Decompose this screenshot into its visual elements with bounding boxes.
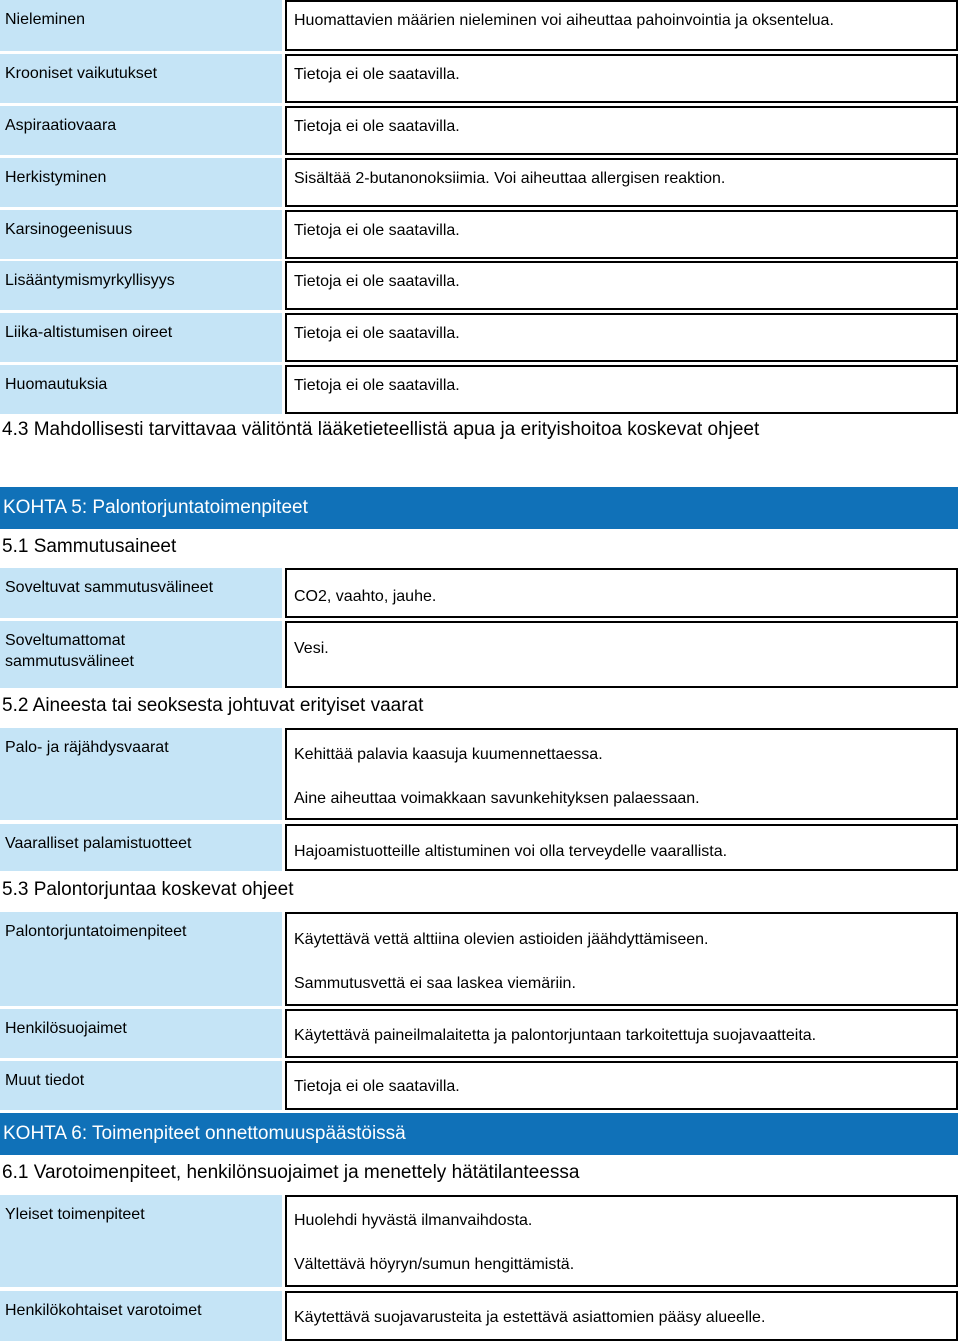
row-label: Palontorjuntatoimenpiteet xyxy=(0,912,282,1006)
value-line: Sammutusvettä ei saa laskea viemäriin. xyxy=(294,975,576,992)
row-label: Krooniset vaikutukset xyxy=(0,54,282,103)
row-label: Henkilökohtaiset varotoimet xyxy=(0,1291,282,1341)
table-row xyxy=(0,313,960,362)
heading-5-3: 5.3 Palontorjuntaa koskevat ohjeet xyxy=(2,879,294,900)
table-row xyxy=(0,54,960,103)
table-row xyxy=(0,158,960,207)
row-label: Nieleminen xyxy=(0,0,282,51)
row-value: CO2, vaahto, jauhe. xyxy=(285,568,958,618)
row-value: Tietoja ei ole saatavilla. xyxy=(285,1061,958,1110)
value-line: Aine aiheuttaa voimakkaan savunkehityksen palaessaan. xyxy=(294,790,700,807)
table-row xyxy=(0,0,960,51)
row-value: Tietoja ei ole saatavilla. xyxy=(285,54,958,103)
row-value: Sisältää 2-butanonoksiimia. Voi aiheuttaa allergisen reaktion. xyxy=(285,158,958,207)
table-row xyxy=(0,1009,960,1058)
row-label: Muut tiedot xyxy=(0,1061,282,1110)
heading-6-1: 6.1 Varotoimenpiteet, henkilönsuojaimet ja menettely hätätilanteessa xyxy=(2,1162,580,1183)
row-label: Karsinogeenisuus xyxy=(0,210,282,259)
row-value: Hajoamistuotteille altistuminen voi olla terveydelle vaarallista. xyxy=(285,824,958,871)
row-label: Vaaralliset palamistuotteet xyxy=(0,824,282,871)
table-row xyxy=(0,728,960,820)
row-value: Tietoja ei ole saatavilla. xyxy=(285,365,958,414)
table-row xyxy=(0,568,960,618)
row-label: Henkilösuojaimet xyxy=(0,1009,282,1058)
table-row xyxy=(0,1061,960,1110)
heading-5-1: 5.1 Sammutusaineet xyxy=(2,536,177,557)
section-5-header: KOHTA 5: Palontorjuntatoimenpiteet xyxy=(0,487,958,529)
row-value xyxy=(285,1195,958,1287)
row-label: Herkistyminen xyxy=(0,158,282,207)
value-line: Käytettävä vettä alttiina olevien astioiden jäähdyttämiseen. xyxy=(294,931,709,948)
row-label: Liika-altistumisen oireet xyxy=(0,313,282,362)
row-label: Yleiset toimenpiteet xyxy=(0,1195,282,1287)
heading-4-3: 4.3 Mahdollisesti tarvittavaa välitöntä lääketieteellistä apua ja erityishoitoa koskevat ohjeet xyxy=(2,419,760,440)
row-value: Tietoja ei ole saatavilla. xyxy=(285,313,958,362)
row-value: Käytettävä suojavarusteita ja estettävä asiattomien pääsy alueelle. xyxy=(285,1291,958,1341)
value-line: Vältettävä höyryn/sumun hengittämistä. xyxy=(294,1256,575,1273)
table-row xyxy=(0,106,960,155)
value-line: Huolehdi hyvästä ilmanvaihdosta. xyxy=(294,1212,533,1229)
row-value: Tietoja ei ole saatavilla. xyxy=(285,210,958,259)
row-label: Soveltumattomat sammutusvälineet xyxy=(0,621,282,688)
row-label: Lisääntymismyrkyllisyys xyxy=(0,261,282,310)
table-row xyxy=(0,912,960,1006)
row-label: Palo- ja räjähdysvaarat xyxy=(0,728,282,820)
row-value: Tietoja ei ole saatavilla. xyxy=(285,261,958,310)
row-value xyxy=(285,728,958,820)
row-value: Huomattavien määrien nieleminen voi aiheuttaa pahoinvointia ja oksentelua. xyxy=(285,0,958,51)
heading-5-2: 5.2 Aineesta tai seoksesta johtuvat erityiset vaarat xyxy=(2,695,424,716)
value-line: Kehittää palavia kaasuja kuumennettaessa. xyxy=(294,746,603,763)
table-row xyxy=(0,1195,960,1287)
table-row xyxy=(0,824,960,871)
table-row xyxy=(0,621,960,688)
row-value: Käytettävä paineilmalaitetta ja palontorjuntaan tarkoitettuja suojavaatteita. xyxy=(285,1009,958,1058)
row-label: Aspiraatiovaara xyxy=(0,106,282,155)
row-value: Tietoja ei ole saatavilla. xyxy=(285,106,958,155)
table-row xyxy=(0,210,960,259)
table-row xyxy=(0,1291,960,1341)
row-value: Vesi. xyxy=(285,621,958,688)
row-value xyxy=(285,912,958,1006)
row-label: Soveltuvat sammutusvälineet xyxy=(0,568,282,618)
row-label: Huomautuksia xyxy=(0,365,282,414)
table-row xyxy=(0,365,960,414)
section-6-header: KOHTA 6: Toimenpiteet onnettomuuspäästöissä xyxy=(0,1113,958,1155)
table-row xyxy=(0,261,960,310)
